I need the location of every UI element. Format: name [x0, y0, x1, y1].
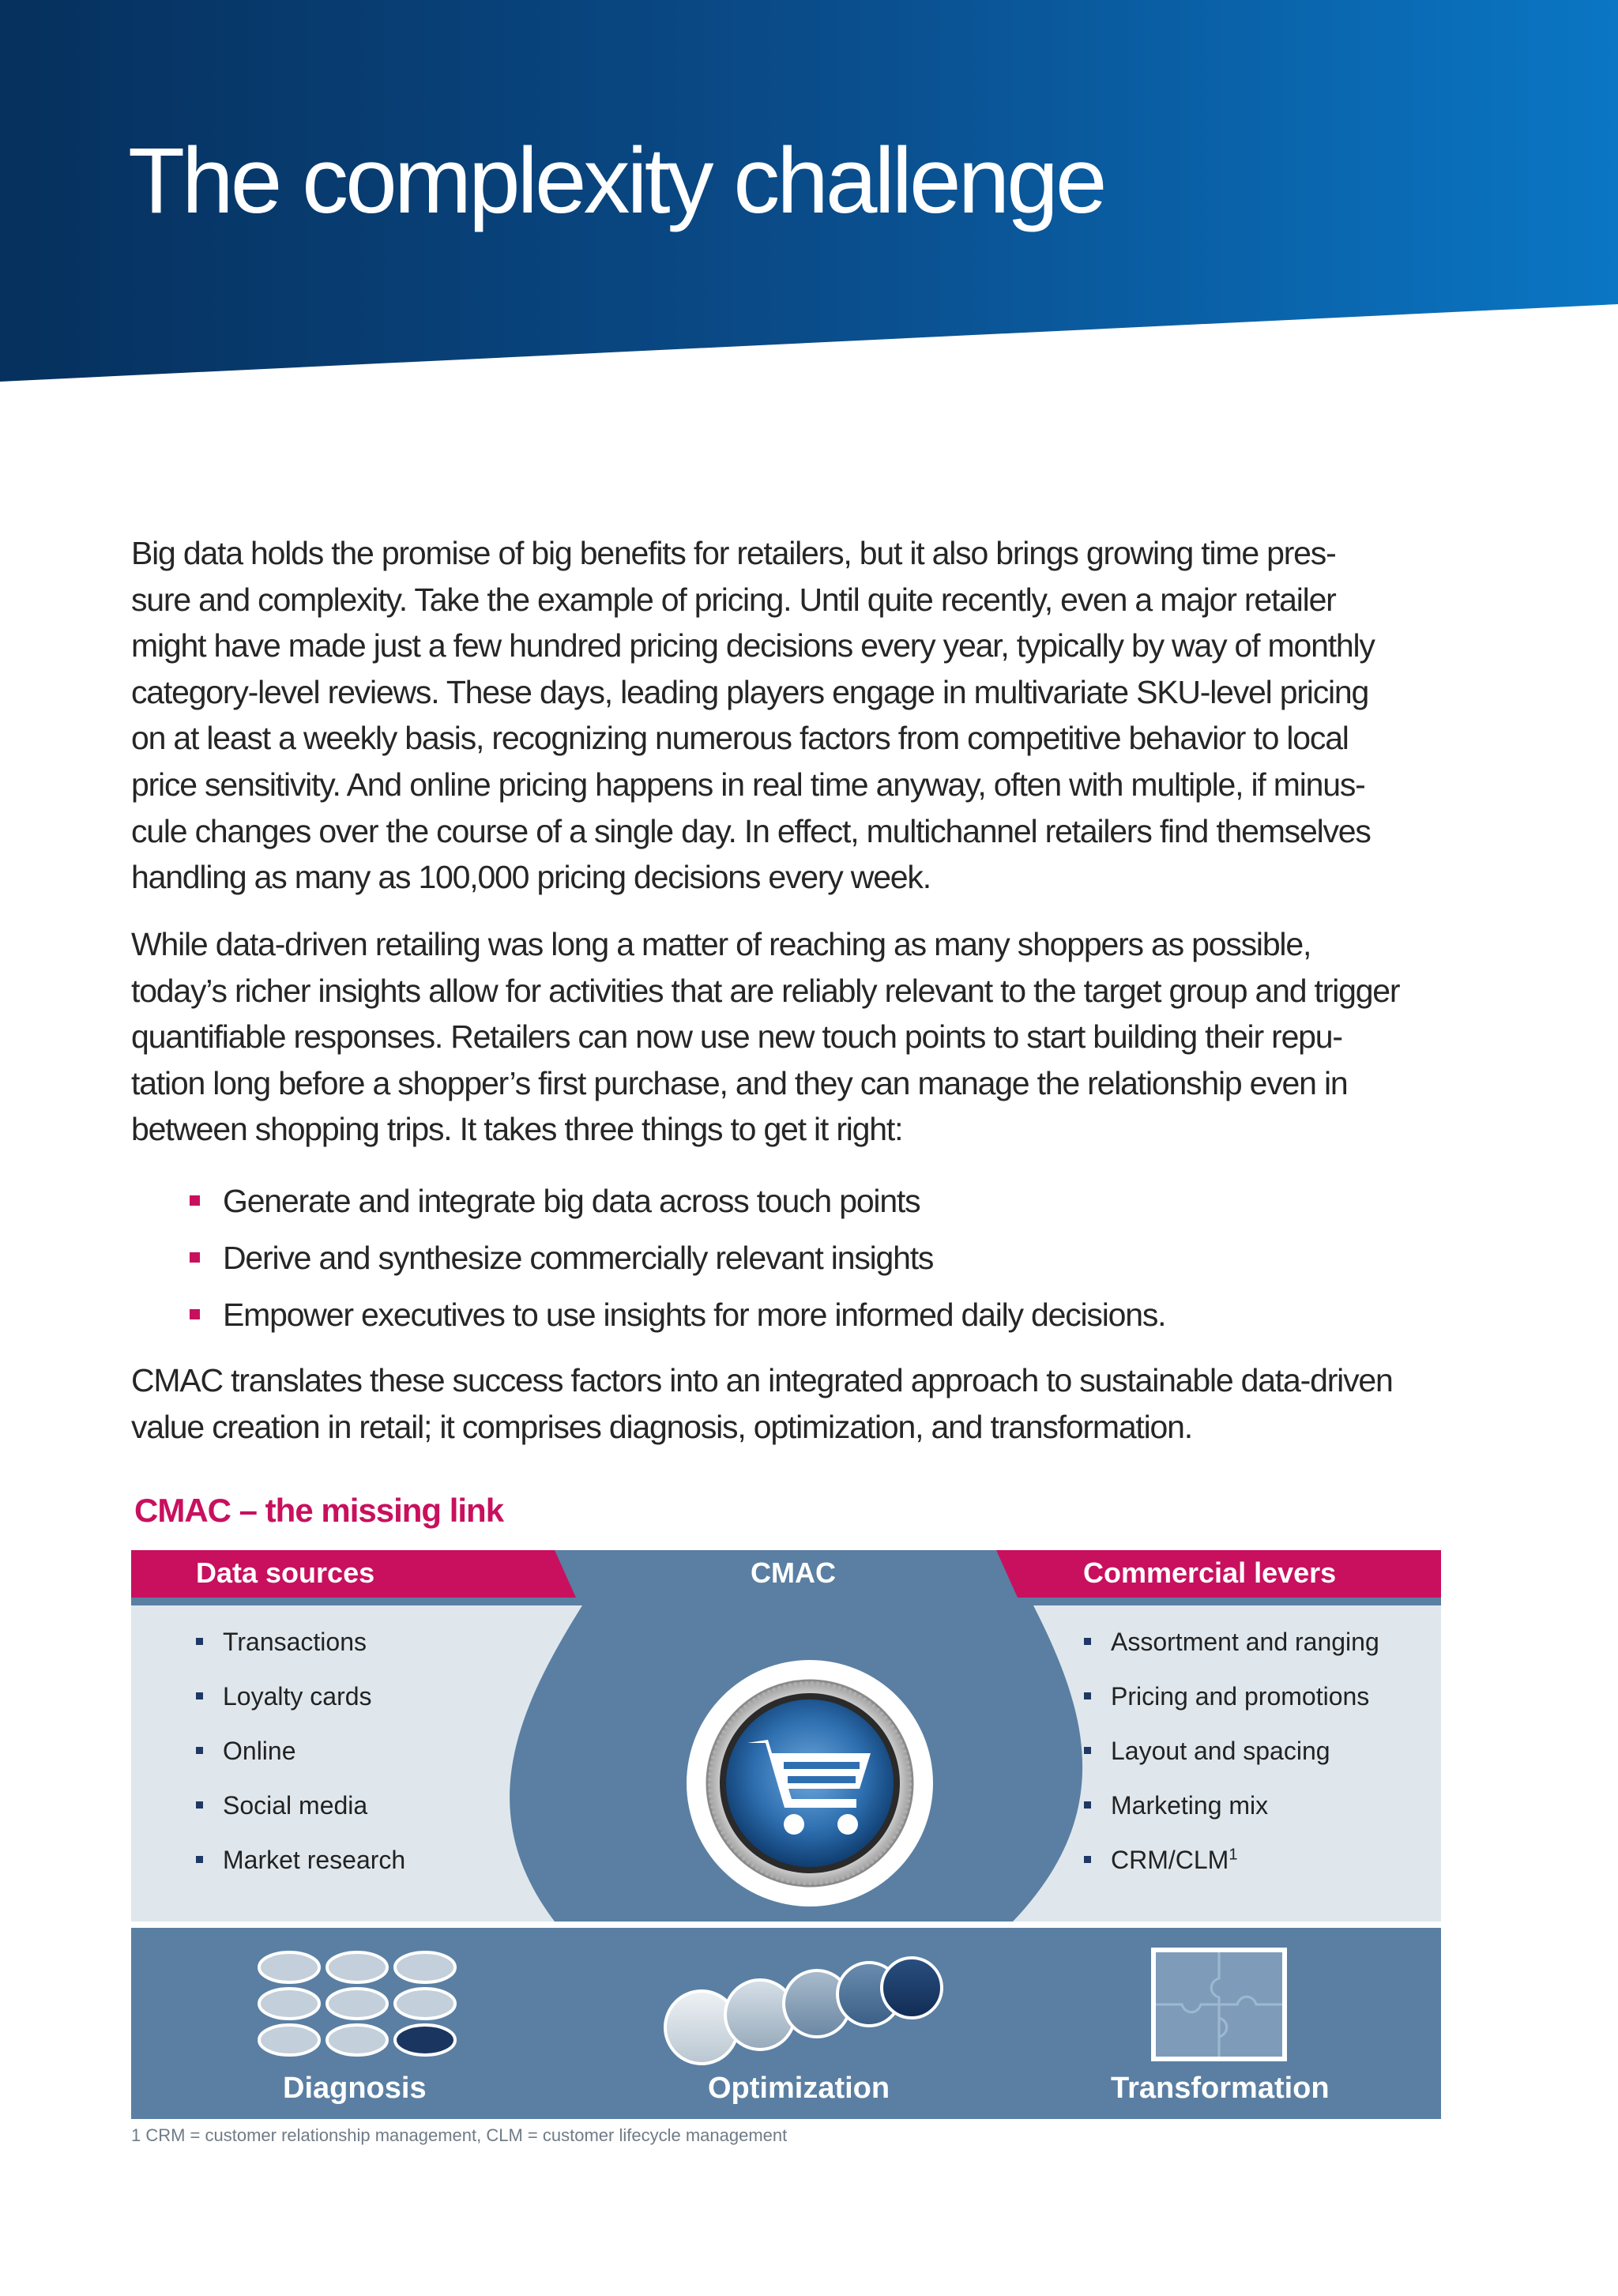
list-item-text: Generate and integrate big data across touch points [223, 1183, 920, 1219]
text-line: value creation in retail; it comprises diagnosis, optimization, and transformation. [131, 1408, 1192, 1445]
list-item-text: Layout and spacing [1111, 1737, 1330, 1765]
bullet-square-icon [1084, 1692, 1091, 1699]
bullet-square-icon [1084, 1801, 1091, 1809]
list-item-text: Transactions [223, 1628, 367, 1656]
text-line: between shopping trips. It takes three things to get it right: [131, 1111, 903, 1148]
bullet-square-icon [1084, 1638, 1091, 1645]
list-item [190, 1172, 1165, 1229]
list-item [1084, 1669, 1379, 1724]
list-item [1084, 1615, 1379, 1669]
list-item-text: Pricing and promotions [1111, 1682, 1370, 1711]
list-item-text: Empower executives to use insights for more informed daily decisions. [223, 1297, 1166, 1333]
data-sources-list [196, 1615, 405, 1888]
commercial-levers-header: Commercial levers [1083, 1556, 1337, 1589]
list-item-text: Marketing mix [1111, 1791, 1269, 1820]
bullet-square-icon [196, 1801, 203, 1809]
page-title: The complexity challenge [128, 129, 1104, 233]
cmac-header: CMAC [751, 1556, 836, 1589]
list-item-text: Assortment and ranging [1111, 1628, 1379, 1656]
text-line: handling as many as 100,000 pricing decisions every week. [131, 859, 931, 896]
text-line: Big data holds the promise of big benefits for retailers, but it also brings growing time pres- [131, 535, 1336, 571]
shopping-cart-icon [684, 1658, 935, 1909]
text-line: tation long before a shopper’s first purchase, and they can manage the relationship even in [131, 1064, 1348, 1101]
footnote-marker: 1 [1229, 1846, 1238, 1864]
bullet-square-icon [196, 1856, 203, 1863]
gradient-circles-icon [660, 1952, 953, 2070]
bullet-square-icon [1084, 1856, 1091, 1863]
text-line: cule changes over the course of a single day. In effect, multichannel retailers find themselves [131, 812, 1371, 849]
list-item [196, 1833, 405, 1888]
commercial-levers-list [1084, 1615, 1379, 1888]
text-line: sure and complexity. Take the example of pricing. Until quite recently, even a major retailer [131, 581, 1336, 618]
list-item-text: Market research [223, 1846, 406, 1874]
bullet-square-icon [190, 1195, 200, 1206]
transformation-label: Transformation [1111, 2072, 1330, 2105]
list-item-text: Derive and synthesize commercially relevant insights [223, 1240, 934, 1276]
data-sources-header: Data sources [196, 1556, 375, 1589]
list-item [1084, 1724, 1379, 1778]
list-item [1084, 1778, 1379, 1833]
list-item [196, 1778, 405, 1833]
optimization-label: Optimization [708, 2072, 890, 2105]
diagram-title: CMAC – the missing link [134, 1492, 504, 1529]
paragraph-1 [131, 530, 1490, 901]
puzzle-icon [1150, 1947, 1288, 2062]
list-item [1084, 1833, 1379, 1888]
diagnosis-label: Diagnosis [283, 2072, 427, 2105]
text-line: might have made just a few hundred pricing decisions every year, typically by way of monthly [131, 627, 1375, 664]
text-line: today’s richer insights allow for activities that are reliably relevant to the target group and trigger [131, 972, 1400, 1009]
list-item [196, 1615, 405, 1669]
text-line: quantifiable responses. Retailers can now use new touch points to start building their repu- [131, 1018, 1342, 1056]
list-item [196, 1669, 405, 1724]
text-line: CMAC translates these success factors into an integrated approach to sustainable data-driven [131, 1362, 1393, 1398]
bullet-square-icon [1084, 1747, 1091, 1754]
paragraph-3 [131, 1357, 1490, 1450]
list-item [190, 1286, 1165, 1343]
text-line: While data-driven retailing was long a matter of reaching as many shoppers as possible, [131, 926, 1311, 962]
success-factors-list [190, 1172, 1165, 1343]
header-banner [0, 0, 1618, 387]
list-item-text: Social media [223, 1791, 368, 1820]
list-item [190, 1229, 1165, 1286]
cmac-diagram [131, 1550, 1441, 2121]
bullet-square-icon [190, 1309, 200, 1319]
ellipse-grid-icon [254, 1950, 460, 2061]
text-line: on at least a weekly basis, recognizing numerous factors from competitive behavior to local [131, 720, 1349, 757]
text-line: price sensitivity. And online pricing happens in real time anyway, often with multiple, if minus- [131, 766, 1365, 803]
list-item-text: Online [223, 1737, 296, 1765]
text-line: category-level reviews. These days, leading players engage in multivariate SKU-level pricing [131, 673, 1369, 710]
bullet-square-icon [196, 1692, 203, 1699]
footnote: 1 CRM = customer relationship management, CLM = customer lifecycle management [131, 2125, 788, 2145]
bullet-square-icon [196, 1747, 203, 1754]
paragraph-2 [131, 921, 1490, 1153]
bullet-square-icon [196, 1638, 203, 1645]
list-item [196, 1724, 405, 1778]
list-item-text: CRM/CLM [1111, 1846, 1229, 1874]
bullet-square-icon [190, 1252, 200, 1263]
list-item-text: Loyalty cards [223, 1682, 372, 1711]
